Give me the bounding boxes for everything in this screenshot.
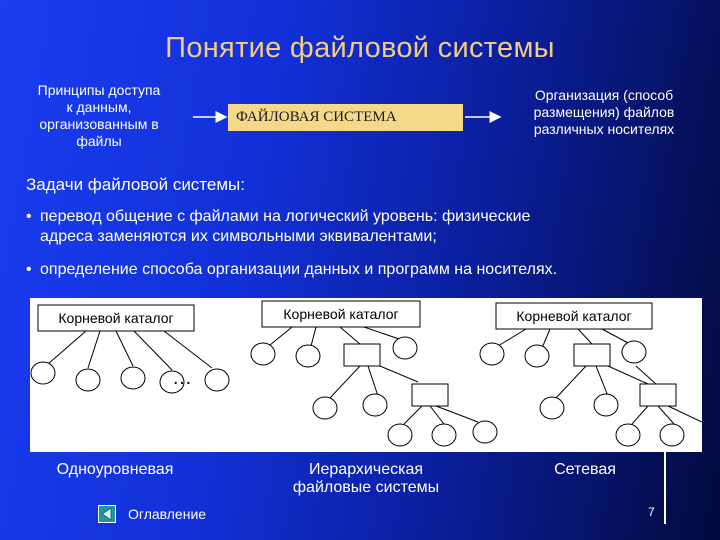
bullet-item [26, 207, 666, 247]
caption-line: Иерархическая [309, 461, 423, 478]
subdirectory-box [412, 384, 448, 406]
subdirectory-box [344, 344, 380, 366]
file-node [205, 369, 229, 391]
tree-edge [596, 366, 608, 396]
file-node [473, 421, 497, 443]
tree-edge [636, 366, 656, 384]
single-level-tree [31, 305, 229, 393]
file-node [525, 345, 549, 367]
slide-title: Понятие файловой системы [165, 32, 555, 64]
back-arrow-icon[interactable] [98, 505, 116, 523]
subdirectory-box [640, 384, 676, 406]
caption-line: Одноуровневая [56, 461, 174, 478]
file-node [616, 424, 640, 446]
structures-svg [30, 298, 702, 452]
file-node [660, 424, 684, 446]
tree-edge [164, 331, 212, 368]
tree-edge [556, 366, 586, 398]
caption-line: Сетевая [554, 461, 616, 478]
storage-organization-line: различных носителях [533, 121, 675, 137]
file-node [76, 369, 100, 391]
file-node [540, 397, 564, 419]
file-node [388, 424, 412, 446]
file-node [622, 341, 646, 363]
file-node [594, 394, 618, 416]
access-principles-line: к данным, [66, 99, 132, 115]
storage-organization-line: размещения) файлов [533, 104, 675, 120]
tree-edge [364, 327, 402, 340]
bullet-item [26, 260, 706, 280]
tree-edge [340, 327, 360, 344]
footer-divider [664, 452, 666, 524]
tree-edge [311, 327, 316, 346]
tree-edge [88, 331, 100, 368]
access-principles-line: организованным в [39, 116, 159, 132]
tree-edge [380, 366, 418, 382]
file-system-structures-diagram [30, 298, 702, 452]
file-node [480, 343, 504, 365]
tree-edge [498, 329, 526, 346]
network-caption [520, 461, 650, 479]
tree-edge [270, 327, 292, 345]
file-node [432, 424, 456, 446]
storage-organization-text [506, 87, 702, 138]
root-directory-label: Корневой каталог [516, 308, 632, 324]
ellipsis-mark: … [172, 367, 192, 389]
table-of-contents-link[interactable] [98, 505, 238, 523]
table-of-contents-label[interactable]: Оглавление [128, 506, 207, 522]
file-node [296, 345, 320, 367]
tree-edge [632, 406, 648, 424]
tree-edge [404, 406, 422, 424]
tree-edge [134, 331, 172, 370]
caption-line: файловые системы [292, 479, 440, 496]
page-number: 7 [648, 505, 655, 519]
single-level-caption [30, 461, 200, 479]
file-node [251, 343, 275, 365]
root-directory-label: Корневой каталог [283, 306, 399, 322]
tree-edge [116, 331, 133, 366]
tree-edge [368, 366, 378, 396]
bullet-text: перевод общение с файлами на логический уровень: физические [40, 208, 531, 225]
access-principles-line: Принципы доступа [37, 82, 161, 98]
file-node [121, 367, 145, 389]
bullet-text: определение способа организации данных и программ на носителях. [40, 261, 558, 278]
tree-edge [602, 329, 630, 344]
tree-edge [436, 406, 478, 422]
storage-organization-line: Организация (способ [534, 87, 674, 103]
tree-edge [48, 331, 86, 364]
hierarchical-tree [251, 301, 497, 446]
tasks-heading: Задачи файловой системы: [26, 175, 245, 194]
tree-edge [608, 366, 648, 384]
subdirectory-box [574, 344, 610, 366]
file-node [363, 394, 387, 416]
root-directory-label: Корневой каталог [58, 310, 174, 326]
bullet-glyph: • [26, 261, 32, 278]
bullet-glyph: • [26, 208, 32, 225]
tree-edge [542, 329, 550, 348]
tree-edge [578, 329, 592, 344]
tree-edge [668, 406, 702, 422]
file-node [313, 397, 337, 419]
tree-edge [658, 406, 674, 424]
bullet-text: адреса заменяются их символьными эквивалентами; [40, 228, 437, 245]
tree-edge [330, 366, 360, 398]
access-principles-line: файлы [76, 133, 122, 149]
file-node [31, 362, 55, 384]
network-tree [480, 303, 702, 446]
file-node [393, 337, 417, 359]
hierarchical-caption [256, 461, 476, 497]
file-system-box: ФАЙЛОВАЯ СИСТЕМА [228, 104, 463, 131]
